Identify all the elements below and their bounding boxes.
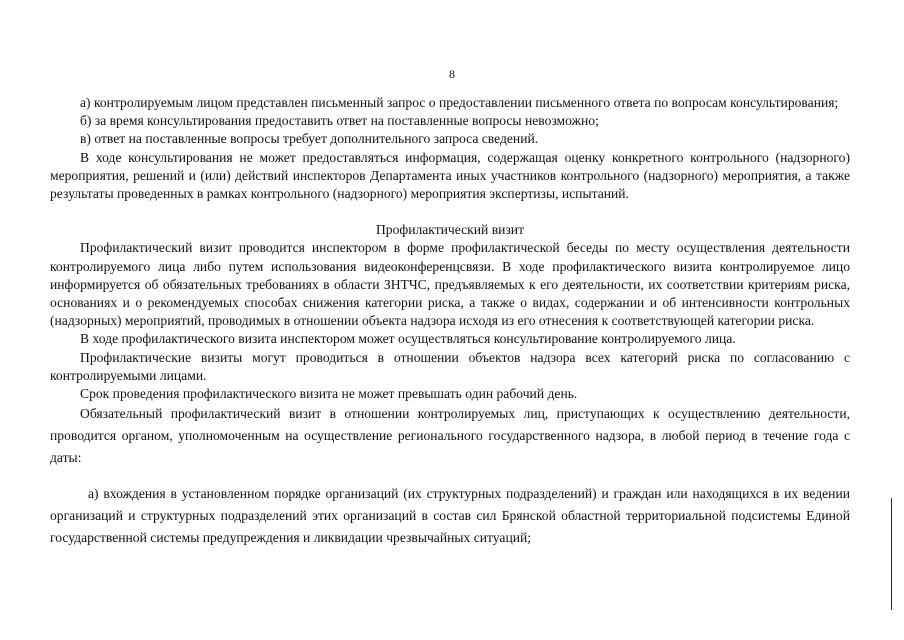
paragraph-visit-description: Профилактический визит проводится инспектором в форме профилактической беседы по месту осуществления деятельности контролируемого лица либо путем использования видеоконференцсвязи. В ходе профилактического визита контролируемое лицо информируется об обязательных требованиях в области ЗНТЧС, предъявляемых к его деятельности, их соответствии критериям риска, основаниях и о рекомендуемых способах снижения категории риска, а также о видах, содержании и об интенсивности контрольных (надзорных) мероприятий, проводимых в отношении объекта надзора исходя из его отнесения к соответствующей категории риска.: [50, 240, 850, 329]
paragraph-visit-duration: Срок проведения профилактического визита не может превышать один рабочий день.: [80, 386, 578, 402]
document-body: [50, 94, 850, 549]
paragraph-item-v: в) ответ на поставленные вопросы требует дополнительного запроса сведений.: [80, 131, 539, 147]
section-heading: Профилактический визит: [375, 222, 525, 238]
list-item-a: а) вхождения в установленном порядке организаций (их структурных подразделений) и граждан или находящихся в их ведении организаций и структурных подразделений этих организаций в состав сил Брянской областной территориальной подсистемы Единой государственной системы предупреждения и ликвидации чрезвычайных ситуаций;: [50, 486, 850, 546]
paragraph-mandatory-visit: Обязательный профилактический визит в отношении контролируемых лиц, приступающих к осуществлению деятельности, проводится органом, уполномоченным на осуществление регионального государственного надзора, в любой период в течение года с даты:: [50, 406, 850, 466]
paragraph-visit-categories: Профилактические визиты могут проводиться в отношении объектов надзора всех категорий риска по согласованию с контролируемыми лицами.: [50, 349, 850, 383]
scan-edge-line: [891, 498, 892, 610]
paragraph-visit-consulting: В ходе профилактического визита инспектором может осуществляться консультирование контролируемого лица.: [80, 331, 736, 347]
page-number: 8: [449, 67, 455, 81]
paragraph-item-a: а) контролируемым лицом представлен письменный запрос о предоставлении письменного ответа по вопросам консультирования;: [80, 95, 839, 110]
paragraph-item-b: б) за время консультирования предоставить ответ на поставленные вопросы невозможно;: [80, 113, 599, 129]
paragraph-consultation-limits: В ходе консультирования не может предоставляться информация, содержащая оценку конкретного контрольного (надзорного) мероприятия, решений и (или) действий инспекторов Департамента иных участников контрольного (надзорного) мероприятия, а также результаты проведенных в рамках контрольного (надзорного) мероприятия экспертизы, испытаний.: [50, 149, 850, 202]
